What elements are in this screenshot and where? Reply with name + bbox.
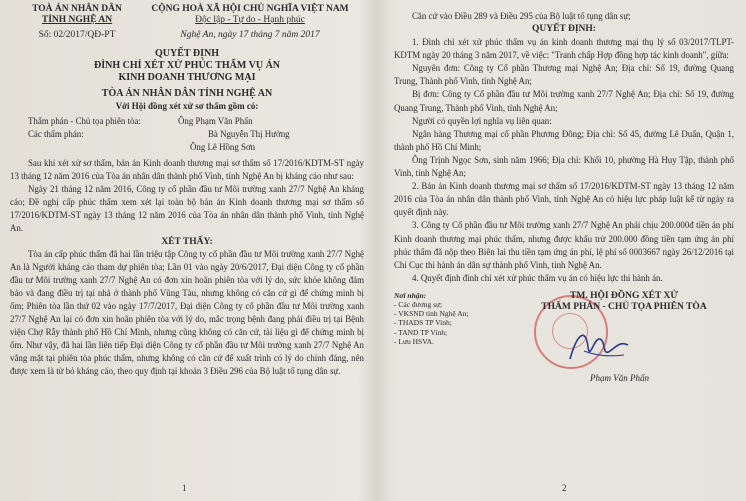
decision-item-3: 3. Công ty Cổ phần đầu tư Môi trường xanh 27/7 Nghệ An phải chịu 200.000đ tiền án phí Kinh doanh thương mại phúc thẩm, nhưng được khấu trừ 200.000 đồng tiền tạm ứng án phí phúc thẩm đã nộp theo Biên lai thu tiền tạm ứng án phí, lệ phí số 0003667 ngày 26/12/2016 tại Chi Cục thi hành án dân sự thành phố Vinh, tỉnh Nghệ An.: [394, 220, 734, 270]
paragraph-appeal-intro: Sau khi xét xử sơ thẩm, bản án Kinh doanh thương mại sơ thẩm số 17/2016/KDTM-ST ngày 13 tháng 12 năm 2016 của Tòa án nhân dân thành phố Vinh, tỉnh Nghệ An bị kháng cáo như sau:: [10, 158, 364, 182]
chair-name: Ông Phạm Văn Phấn: [178, 116, 253, 126]
decision-item-4: 4. Quyết định đình chỉ xét xử phúc thẩm vụ án có hiệu lực thi hành án.: [412, 272, 663, 283]
court-header: [22, 4, 132, 41]
court-title: TÒA ÁN NHÂN DÂN TỈNH NGHỆ AN: [101, 88, 273, 99]
legal-basis: Căn cứ vào Điều 289 và Điều 295 của Bộ luật tố tụng dân sự;: [412, 11, 631, 21]
document-header: [10, 4, 364, 48]
place-date: Nghệ An, ngày 17 tháng 7 năm 2017: [180, 30, 320, 40]
signer-title-line1: TM. HỘI ĐỒNG XÉT XỬ: [570, 290, 678, 301]
members-row-2: [10, 141, 364, 154]
plaintiff: Nguyên đơn: Công ty Cổ phần Thương mại Nghệ An; Địa chỉ: Số 19, đường Quang Trung, Thành phố Vinh, tỉnh Nghệ An;: [394, 63, 734, 87]
decision-title: QUYẾT ĐỊNH: [155, 48, 219, 59]
recipient-item: - TAND TP Vinh;: [394, 327, 448, 337]
nation-name: CỘNG HOÀ XÃ HỘI CHỦ NGHĨA VIỆT NAM: [151, 4, 349, 14]
section-heading-findings: XÉT THẤY:: [161, 236, 213, 247]
recipients-title: Nơi nhận:: [394, 290, 427, 300]
recipients-list: [394, 291, 468, 346]
members-row: [10, 128, 364, 141]
chair-label: Thẩm phán - Chủ tọa phiên tòa:: [28, 116, 141, 126]
recipient-item: - VKSND tỉnh Nghệ An;: [394, 309, 469, 319]
panel-intro: Với Hội đồng xét xử sơ thẩm gồm có:: [115, 101, 259, 111]
handwritten-signature: [564, 321, 634, 371]
member-2: Ông Lê Hồng Sơn: [190, 142, 256, 152]
decision-subtitle-2: KINH DOANH THƯƠNG MẠI: [118, 72, 256, 83]
recipient-item: - THADS TP Vinh;: [394, 318, 452, 328]
defendant: Bị đơn: Công ty Cổ phần đầu tư Môi trường xanh 27/7 Nghệ An; Địa chỉ: Số 19, đường Quang Trung, Thành phố Vinh, tỉnh Nghệ An;: [394, 89, 734, 113]
recipient-item: - Các đương sự;: [394, 300, 443, 310]
national-motto: Độc lập - Tự do - Hạnh phúc: [195, 15, 305, 25]
member-1: Bà Nguyễn Thị Hường: [208, 129, 290, 139]
signer-title: [514, 291, 734, 313]
members-label: Các thẩm phán:: [28, 129, 84, 139]
decision-subtitle-1: ĐÌNH CHỈ XÉT XỬ PHÚC THẨM VỤ ÁN: [93, 60, 281, 71]
paragraph-findings: Tòa án cấp phúc thẩm đã hai lần triệu tập Công ty cổ phần đầu tư Môi trường xanh 27/7 Nghệ An là Người kháng cáo tham dự phiên tòa; Lần 01 vào ngày 20/6/2017, Đại diện Công ty cổ phần đầu tư Môi trường xanh 27/7 Nghệ An có đơn xin hoãn phiên tòa với lý do, sức khỏe không đảm bảo và đang điều trị tại nhà ở thành phố Vũng Tàu, nhưng không có căn cứ gì để chứng minh bị ốm; Phiên tòa lần thứ 02 vào ngày 17/7/2017, Đại diện Công ty cổ phần đầu tư Môi trường xanh 27/7 Nghệ An lại có đơn xin hoãn phiên tòa với lý do, mắc trọng bệnh đang phải điều trị tại Bệnh viện Chợ Rẫy thành phố Hồ Chí Minh, nhưng cũng không có căn cứ, tài liệu gì để chứng minh bị ốm. Như vậy, đã hai lần liên tiếp Đại diện Công ty cổ phần đầu tư Môi trường xanh 27/7 Nghệ An vắng mặt tại phiên tòa phúc thẩm, nhưng không có căn cứ để xuất trình có lý do chính đáng, nên được xem là từ bỏ kháng cáo, theo quy định tại khoản 3 Điều 296 của Bộ luật tố tụng dân sự.: [10, 248, 364, 377]
paragraph-appeal-detail: Ngày 21 tháng 12 năm 2016, Công ty cổ phần đầu tư Môi trường xanh 27/7 Nghệ An kháng cáo; Đề nghị cấp phúc thẩm xem xét lại toàn bộ bản án Kinh doanh thương mại sơ thẩm số 17/2016/KDTM-ST ngày 13 tháng 12 năm 2016 của Tòa án nhân dân thành phố Vinh, tỉnh Nghệ An.: [10, 184, 364, 234]
page-number-2: 2: [562, 483, 567, 493]
court-name-line1: TOÀ ÁN NHÂN DÂN: [32, 4, 122, 14]
court-name-line2: TỈNH NGHỆ AN: [41, 15, 113, 25]
page-number-1: 1: [182, 483, 187, 493]
related-parties-label: Người có quyền lợi nghĩa vụ liên quan:: [412, 115, 552, 126]
recipient-item: - Lưu HSVA.: [394, 336, 434, 346]
chair-row: [10, 115, 364, 128]
section-heading-decision: QUYẾT ĐỊNH:: [532, 24, 596, 35]
signer-name: Phạm Văn Phấn: [590, 372, 649, 383]
related-party-person: Ông Trịnh Ngọc Sơn, sinh năm 1966; Địa chỉ: Khối 10, phường Hà Huy Tập, thành phố Vinh, tỉnh Nghệ An;: [394, 154, 734, 179]
document-number: Số: 02/2017/QĐ-PT: [38, 30, 116, 40]
nation-header: [140, 4, 360, 41]
decision-item-2: 2. Bản án Kinh doanh thương mại sơ thẩm số 17/2016/KDTM-ST ngày 13 tháng 12 năm 2016 của Tòa án nhân dân thành phố Vinh, tỉnh Nghệ An có hiệu lực pháp luật kể từ ngày ra quyết định này.: [394, 181, 734, 218]
signer-title-line2: THẨM PHÁN - CHỦ TỌA PHIÊN TÒA: [541, 301, 707, 312]
signature-block: [394, 291, 734, 401]
page-2: [382, 0, 746, 501]
related-party-bank: Ngân hàng Thương mại cổ phần Phương Đông; Địa chỉ: Số 45, đường Lê Duẩn, Quận 1, thành phố Hồ Chí Minh;: [394, 128, 734, 152]
decision-item-1: 1. Đình chỉ xét xử phúc thẩm vụ án kinh doanh thương mại thụ lý số 03/2017/TLPT-KDTM ngày 20 tháng 3 năm 2017, về việc: "Tranh chấp Hợp đồng hợp tác kinh doanh", giữa:: [394, 37, 734, 61]
